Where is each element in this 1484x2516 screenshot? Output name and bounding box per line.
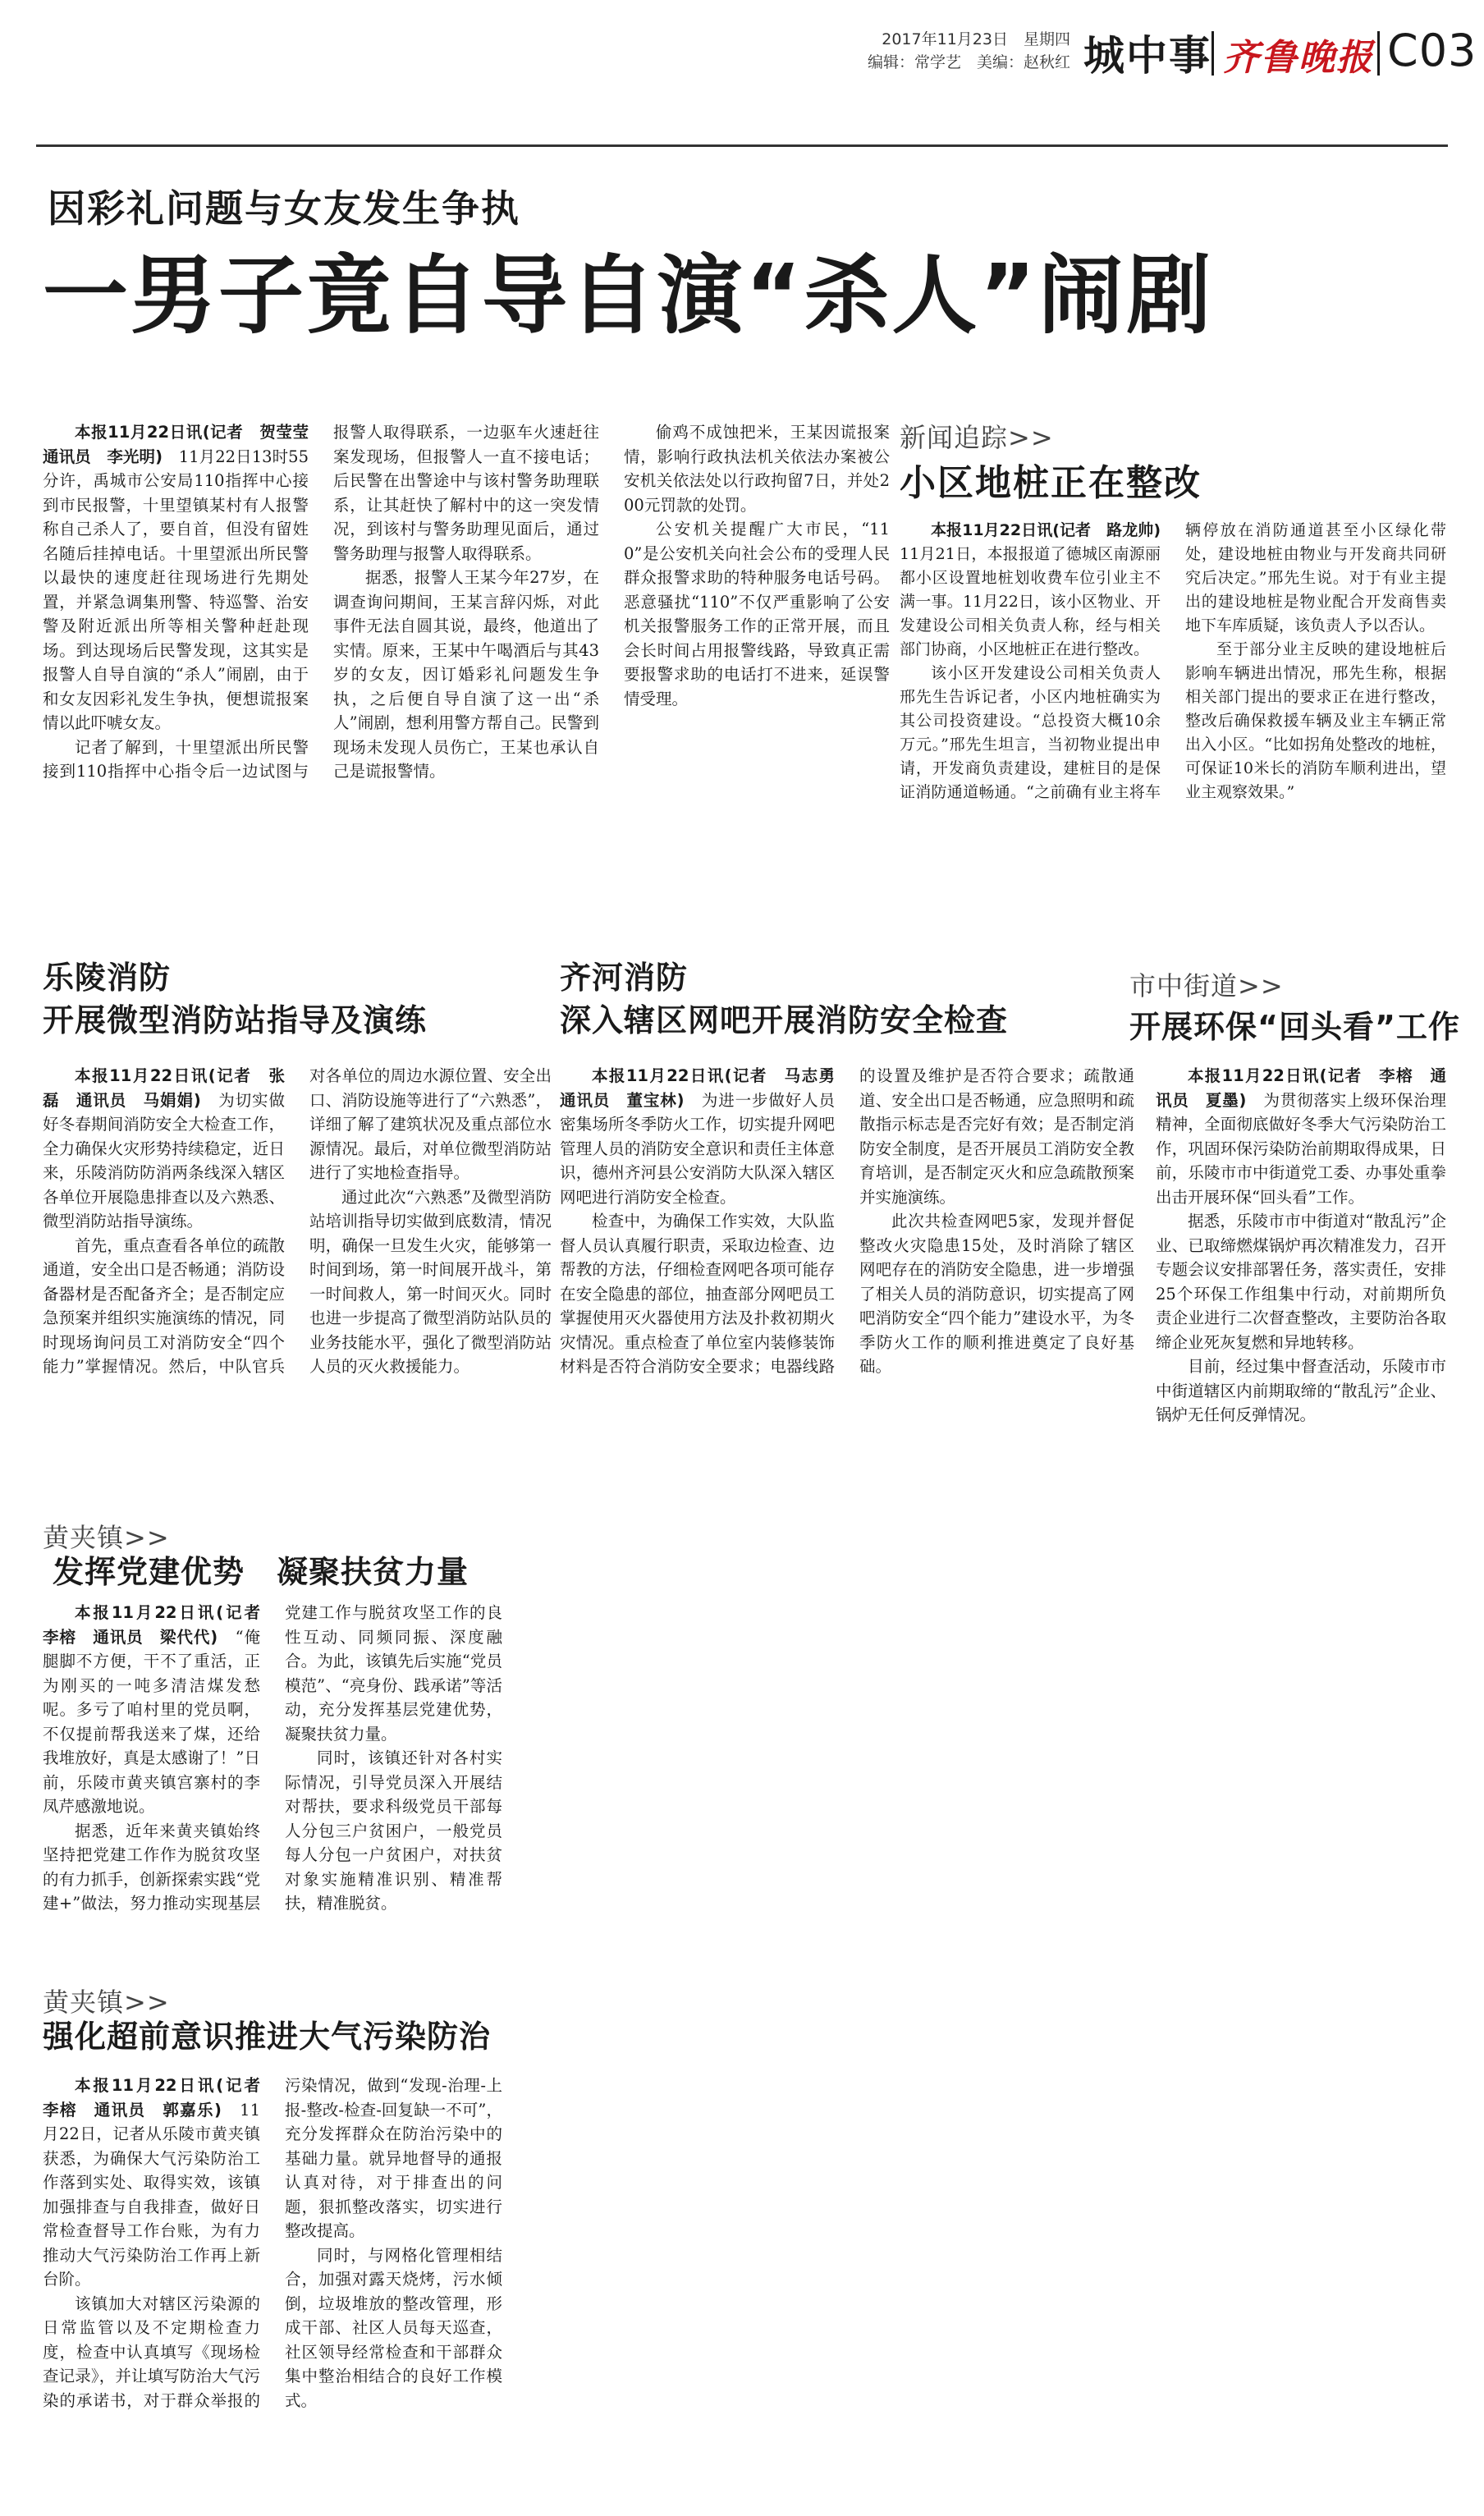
pile-paragraph: 至于部分业主反映的建设地桩后影响车辆进出情况，邢先生称，根据相关部门提出的要求正在进行整改，整改后确保救援车辆及业主车辆正常出入小区。“比如拐角处整改的地桩，可保证10米长的消防车顺利进出，望业主观察效果。” [1185,640,1446,801]
pile-label: 新闻追踪>> [900,422,1054,453]
lead-paragraph: 11月22日13时55分许，禹城市公安局110指挥中心接到市民报警，十里望镇某村有人报警称自己杀人了，要自首，但没有留姓名随后挂掉电话。十里望派出所民警以最快的速度赶往现场进行先期处置，并紧急调集刑警、特巡警、治安警及附近派出所等相关警种赶赴现场。到达现场后民警发现，这其实是报警人自导自演的“杀人”闹剧，由于和女友因彩礼发生争执，便想谎报案情以此吓唬女友。 [43,447,309,732]
huangjia2-paragraph: 11月22日，记者从乐陵市黄夹镇获悉，为确保大气污染防治工作落到实处、取得实效，该镇加强排查与自我排查，做好日常检查督导工作台账，为有力推动大气污染防治工作再上新台阶。 [43,2100,260,2289]
lead-paragraph: 据悉，报警人王某今年27岁，在调查询问期间，王某言辞闪烁，对此事件无法自圆其说，最终，他道出了实情。原来，王某中午喝酒后与其43岁的女友，因订婚彩礼问题发生争执，之后便自导自演了这一出“杀人”闹剧，想利用警方帮自己。民警到现场未发现人员伤亡，王某也承认自己是谎报警情。 [333,568,599,781]
huangjia1-title: 发挥党建优势 凝聚扶贫力量 [53,1554,469,1590]
lead-paragraph: 公安机关提醒广大市民，“110”是公安机关向社会公布的受理人民群众报警求助的特种服务电话号码。恶意骚扰“110”不仅严重影响了公安机关报警服务工作的正常开展，而且会长时间占用报警线路，导致真正需要报警求助的电话打不进来，延误警情受理。 [624,520,890,708]
shizhong-label: 市中街道>> [1129,970,1284,1001]
shizhong-paragraph: 据悉，乐陵市市中街道对“散乱污”企业、已取缔燃煤锅炉再次精准发力，召开专题会议安排部署任务，落实责任，安排25个环保工作组集中行动，对前期所负责企业进行二次督查整改，主要防治各取缔企业死灰复燃和异地转移。 [1156,1212,1446,1352]
qihe-paragraph: 检查中，为确保工作实效，大队监督人员认真履行职责，采取边检查、边帮教的方法，仔细检查网吧各项可能存在安全隐患的部位，抽查部分网吧员工掌握使用灭火器使用方法及扑救初期火灾情况。重点检查了单位室内装修装饰材料是否符合消防安全要求；电器线路的设置及维护是否符合要求；疏散通道、安全出口是否畅通，应急照明和疏散指示标志是否完好有效；是否制定消防安全制度，是否开展员工消防安全教育培训，是否制定灭火和应急疏散预案并实施演练。 [560,1066,1134,1376]
huangjia2-byline: 本报11月22日讯(记者 李榕 通讯员 郭嘉乐) [43,2076,277,2120]
header-date: 2017年11月23日 [882,30,1008,48]
lead-kicker: 因彩礼问题与女友发生争执 [48,186,520,231]
leling-label: 乐陵消防 [43,960,172,996]
lead-article-body [43,420,890,903]
shizhong-byline: 本报11月22日讯(记者 李榕 通讯员 夏墨) [1156,1066,1446,1110]
qihe-label: 齐河消防 [560,960,689,996]
header-rule [36,144,1448,147]
leling-article-body [43,1064,552,1497]
lead-headline: 一男子竟自导自演“杀人”闹剧 [43,245,1214,346]
huangjia2-paragraph: 同时，与网格化管理相结合，加强对露天烧烤，污水倾倒，垃圾堆放的整改管理，形成干部、社区人员每天巡查，社区领导经常检查和干部群众集中整治相结合的良好工作模式。 [285,2245,502,2410]
shizhong-title: 开展环保“回头看”工作 [1129,1009,1460,1045]
lead-paragraph: 记者了解到，十里望派出所民警接到110指挥中心指令后一边试图与报警人取得联系，一边驱车火速赶往案发现场，但报警人一直不接电话；后民警在出警途中与该村警务助理联系，让其赶快了解村中的这一突发情况，到该村与警务助理见面后，通过警务助理与报警人取得联系。 [43,423,599,781]
qihe-article-body [560,1064,1134,1497]
leling-paragraph: 通过此次“六熟悉”及微型消防站培训指导切实做到底数清，情况明，确保一旦发生火灾，能够第一时间到场，第一时间展开战斗，第一时间救人，第一时间灭火。同时也进一步提高了微型消防站队员的业务技能水平，强化了微型消防站人员的灭火救援能力。 [309,1187,552,1376]
leling-title: 开展微型消防站指导及演练 [43,1002,428,1038]
huangjia1-paragraph: 同时，该镇还针对各村实际情况，引导党员深入开展结对帮扶，要求科级党员干部每人分包三户贫困户，一般党员每人分包一户贫困户，对扶贫对象实施精准识别、精准帮扶，精准脱贫。 [285,1748,502,1913]
header-weekday: 星期四 [1023,30,1070,48]
shizhong-paragraph: 为贯彻落实上级环保治理精神，全面彻底做好冬季大气污染防治工作，巩固环保污染防治前期取得成果，日前，乐陵市市中街道党工委、办事处重拳出击开展环保“回头看”工作。 [1156,1090,1446,1207]
pile-paragraph: 11月21日，本报报道了德城区南源丽都小区设置地桩划收费车位引业主不满一事。11月22日，该小区物业、开发建设公司相关负责人称，经与相关部门协商，小区地桩正在进行整改。 [900,545,1161,658]
leling-paragraph: 为切实做好冬春期间消防安全大检查工作，全力确保火灾形势持续稳定，近日来，乐陵消防防消两条线深入辖区各单位开展隐患排查以及六熟悉、微型消防站指导演练。 [43,1090,285,1231]
pile-title: 小区地桩正在整改 [900,462,1202,504]
shizhong-article-body [1156,1064,1446,1497]
huangjia2-article-body [43,2074,502,2482]
huangjia1-article-body [43,1601,502,1987]
qihe-paragraph: 此次共检查网吧5家，发现并督促整改火灾隐患15处，及时消除了辖区网吧存在的消防安全隐患，进一步增强了相关人员的消防意识，切实提高了网吧消防安全“四个能力”建设水平，为冬季防火工作的顺利推进奠定了良好基础。 [859,1212,1134,1376]
lead-byline: 本报11月22日讯(记者 贺莹莹 通讯员 李光明) [43,423,325,466]
qihe-title: 深入辖区网吧开展消防安全检查 [560,1002,1009,1038]
header-page-number: C03 [1387,25,1477,76]
huangjia1-byline: 本报11月22日讯(记者 李榕 通讯员 梁代代) [43,1603,277,1647]
shizhong-paragraph: 目前，经过集中督查活动，乐陵市市中街道辖区内前期取缔的“散乱污”企业、锅炉无任何反弹情况。 [1156,1357,1446,1424]
header-date-line [857,28,1070,51]
huangjia1-paragraph: “俺腿脚不方便，干不了重活，正为刚买的一吨多清洁煤发愁呢。多亏了咱村里的党员啊，不仅提前帮我送来了煤，还给我堆放好，真是太感谢了！”日前，乐陵市黄夹镇宫寨村的李凤芹感激地说。 [43,1627,260,1816]
header-divider [1211,31,1214,76]
huangjia2-label: 黄夹镇>> [43,1987,170,2018]
qihe-byline: 本报11月22日讯(记者 马志勇 通讯员 董宝林) [560,1066,851,1110]
leling-paragraph: 首先，重点查看各单位的疏散通道，安全出口是否畅通；消防设备器材是否配备齐全；是否制定应急预案并组织实施演练的情况，同时现场询问员工对消防安全“四个能力”掌握情况。然后，中队官兵对各单位的周边水源位置、安全出口、消防设施等进行了“六熟悉”，详细了解了建筑状况及重点部位水源情况。最后，对单位微型消防站进行了实地检查指导。 [43,1066,552,1376]
header-divider [1377,31,1380,76]
huangjia2-title: 强化超前意识推进大气污染防治 [43,2019,492,2055]
huangjia1-paragraph: 据悉，近年来黄夹镇始终坚持把党建工作作为脱贫攻坚的有力抓手，创新探索实践“党建+”做法，努力推动实现基层党建工作与脱贫攻坚工作的良性互动、同频同振、深度融合。为此，该镇先后实施“党员模范”、“亮身份、践承诺”等活动，充分发挥基层党建优势，凝聚扶贫力量。 [43,1603,502,1913]
leling-byline: 本报11月22日讯(记者 张磊 通讯员 马娟娟) [43,1066,285,1110]
lead-paragraph: 偷鸡不成蚀把米，王某因谎报案情，影响行政执法机关依法办案被公安机关依法处以行政拘留7日，并处200元罚款的处罚。 [624,423,890,515]
pile-article-body [900,519,1446,893]
qihe-paragraph: 为进一步做好人员密集场所冬季防火工作，切实提升网吧管理人员的消防安全意识和责任主体意识，德州齐河县公安消防大队深入辖区网吧进行消防安全检查。 [560,1090,835,1207]
huangjia1-label: 黄夹镇>> [43,1522,170,1553]
header-section: 城中事 [1083,32,1211,80]
header-paper-logo: 齐鲁晚报 [1223,37,1374,79]
pile-paragraph: 该小区开发建设公司相关负责人邢先生告诉记者，小区内地桩确实为其公司投资建设。“总投资大概10余万元。”邢先生坦言，当初物业提出申请，开发商负责建设，建桩目的是保证消防通道畅通。“之前确有业主将车辆停放在消防通道甚至小区绿化带处，建设地桩由物业与开发商共同研究后决定。”邢先生说。对于有业主提出的建设地桩是物业配合开发商售卖地下车库质疑，该负责人予以否认。 [900,521,1446,801]
huangjia2-paragraph: 该镇加大对辖区污染源的日常监管以及不定期检查力度，检查中认真填写《现场检查记录》，并让填写防治大气污染的承诺书，对于群众举报的污染情况，做到“发现-治理-上报-整改-检查-回复缺一不可”，充分发挥群众在防治污染中的基础力量。就异地督导的通报认真对待，对于排查出的问题，狠抓整改落实，切实进行整改提高。 [43,2076,502,2410]
pile-byline: 本报11月22日讯(记者 路龙帅) [931,521,1161,539]
header-editors: 编辑：常学艺 美编：赵秋红 [867,53,1070,71]
